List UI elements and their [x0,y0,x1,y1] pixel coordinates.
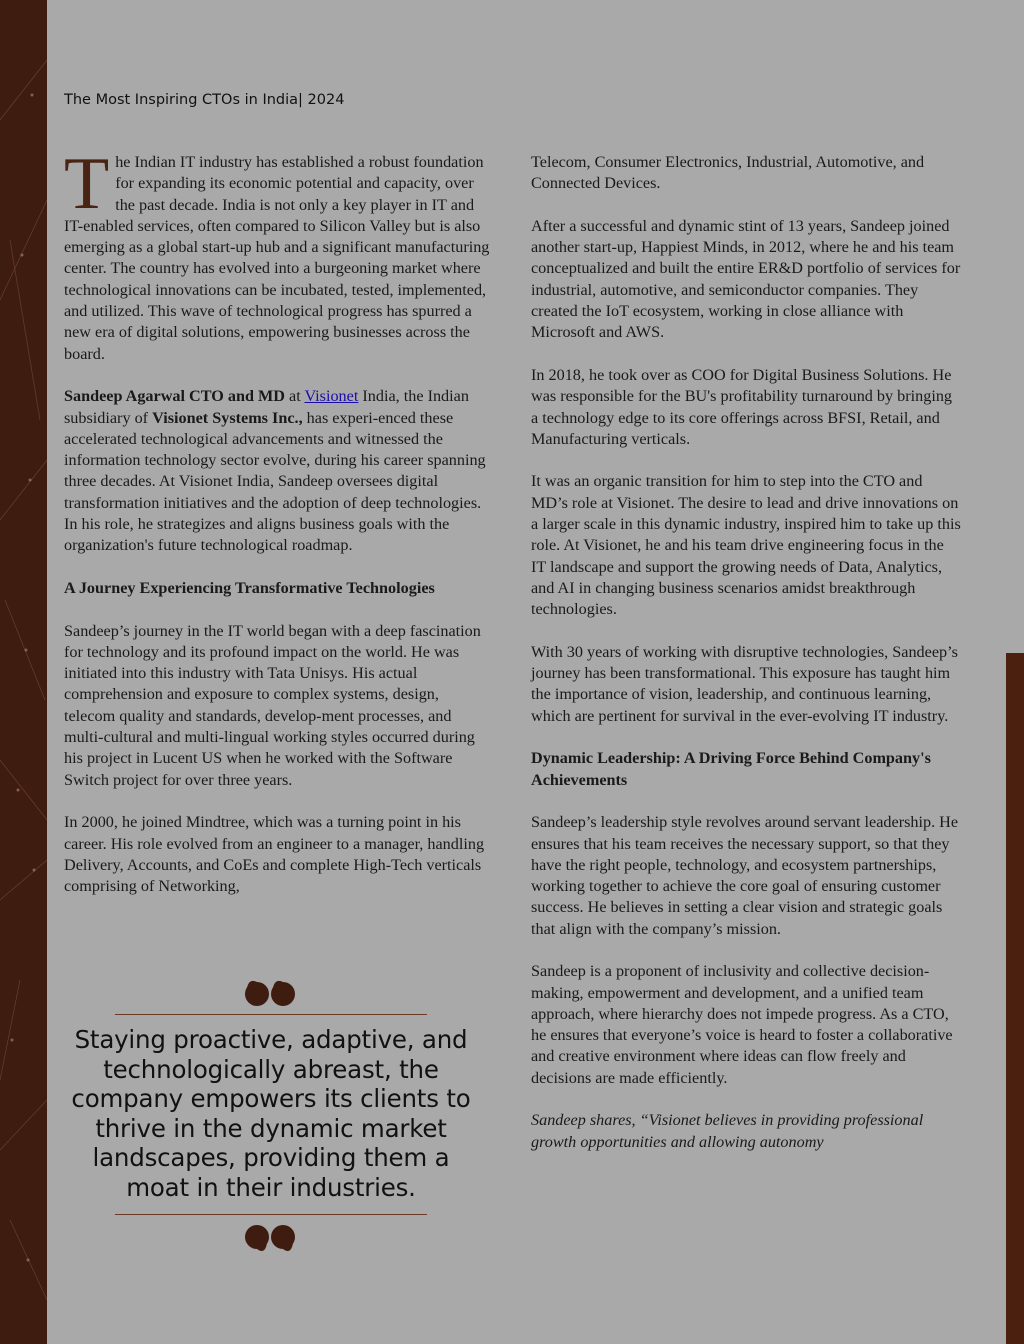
company-name: Visionet Systems Inc., [152,408,303,427]
left-column [64,143,492,919]
connector-text: at [284,387,305,406]
experience-paragraph: With 30 years of working with disruptive technologies, Sandeep’s journey has been transformational. This exposure has taught him the importance of vision, leadership, and continuous learning, which are pertinent for survival in the ever-evolving IT industry. [531,642,958,725]
leadership-style-paragraph: Sandeep’s leadership style revolves around servant leadership. He ensures that his team receives the necessary support, so that they have the right people, technology, and ecosystem partnerships, working together to achieve the core goal of ensuring customer success. He believes in setting a clear vision and strategic goals that align with the company’s mission. [531,813,959,938]
open-quote-icon [241,976,301,1012]
right-decorative-band [1006,653,1024,1344]
quote-continuation-paragraph: Sandeep shares, “Visionet believes in providing professional growth opportunities and allowing autonomy [531,1111,924,1151]
journey-paragraph: Sandeep’s journey in the IT world began with a deep fascination for technology and its profound impact on the world. He was initiated into this industry with Tata Unisys. His actual comprehension and exposure to complex systems, design, telecom quality and standards, develop-ment processes, and multi-cultural and multi-lingual working styles occurred during his project in Lucent US when he worked with the Software Switch project for over three years. [64,621,481,789]
close-quote-icon [241,1221,301,1257]
left-decorative-band [0,0,47,1344]
profile-text: has experi-enced these accelerated technological advancements and witnessed the information technology sector evolve, during his career spanning three decades. At Visionet India, Sandeep oversees digital transformation initiatives and the adoption of deep technologies. In his role, he strategizes and aligns business goals with the organization's future technological roadmap. [64,408,486,555]
cto-transition-paragraph: It was an organic transition for him to step into the CTO and MD’s role at Visionet. The desire to lead and drive innovations on a larger scale in this dynamic industry, inspired him to take up this role. At Visionet, he and his team drive engineering focus in the IT landscape and support the growing needs of Data, Analytics, and AI in changing business scenarios amidst breakthrough technologies. [531,472,961,619]
section-heading-leadership: Dynamic Leadership: A Driving Force Behind Company's Achievements [531,749,931,789]
intro-paragraph [64,143,492,365]
intro-text: he Indian IT industry has established a robust foundation for expanding its economic potential and capacity, over the past decade. India is not only a key player in IT and IT-enabled services, often compared to Silicon Valley but is also emerging as a global start-up hub and a significant manufacturing center. The country has evolved into a burgeoning market where technological innovations can be incubated, tested, implemented, and utilized. This wave of technological progress has spurred a new era of digital solutions, empowering businesses across the board. [64,153,490,363]
subsidiary-text: India, the Indian subsidiary of [64,387,469,427]
drop-cap: T [64,143,110,225]
person-name-title: Sandeep Agarwal CTO and MD [64,387,285,406]
network-lines-decoration [0,0,47,1344]
inclusivity-paragraph: Sandeep is a proponent of inclusivity and collective decision-making, empowerment and development, and a unified team approach, where hierarchy does not impede progress. As a CTO, he ensures that everyone’s voice is heard to foster a collaborative and creative environment where ideas can flow freely and decisions are made efficiently. [531,962,953,1087]
happiest-minds-paragraph: After a successful and dynamic stint of 13 years, Sandeep joined another start-up, Happiest Minds, in 2012, where he and his team conceptualized and built the entire ER&D portfolio of services for industrial, automotive, and semiconductor companies. They created the IoT ecosystem, working in close alliance with Microsoft and AWS. [531,216,961,342]
verticals-paragraph: Telecom, Consumer Electronics, Industrial, Automotive, and Connected Devices. [531,153,925,193]
page-header: The Most Inspiring CTOs in India| 2024 [64,92,345,108]
coo-paragraph: In 2018, he took over as COO for Digital Business Solutions. He was responsible for the BU's profitability turnaround by bringing a technology edge to its core offerings across BFSI, Retail, and Manufacturing verticals. [531,365,953,448]
section-heading-journey: A Journey Experiencing Transformative Technologies [64,578,435,597]
pull-quote [64,976,478,1257]
quote-divider-top [115,1014,427,1015]
right-column [531,152,961,1174]
profile-paragraph [64,386,492,556]
visionet-link[interactable]: Visionet [304,387,359,406]
quote-text: Staying proactive, adaptive, and technologically abreast, the company empowers its clients to thrive in the dynamic market landscapes, providing them a moat in their industries. [71,1025,471,1202]
mindtree-paragraph: In 2000, he joined Mindtree, which was a turning point in his career. His role evolved from an engineer to a manager, handling Delivery, Accounts, and CoEs and complete High-Tech verticals comprising of Networking, [64,813,485,896]
quote-divider-bottom [115,1214,427,1215]
